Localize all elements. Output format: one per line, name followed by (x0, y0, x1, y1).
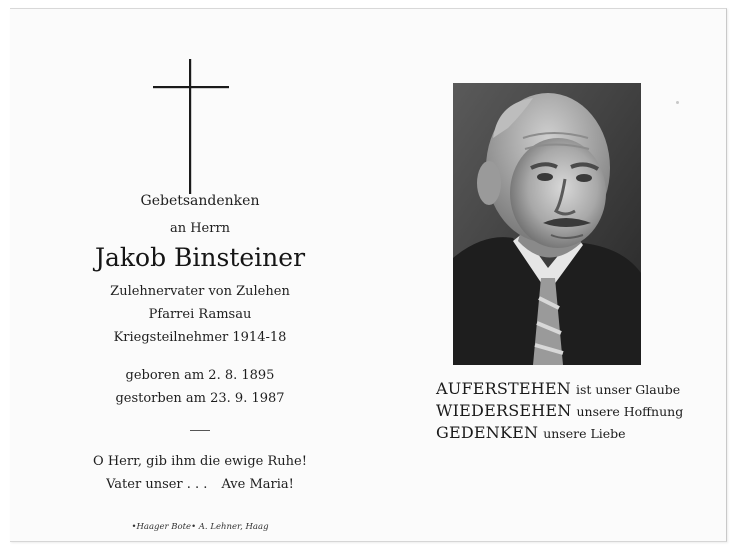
motto-keyword: AUFERSTEHEN (436, 379, 572, 398)
prayer-line: O Herr, gib ihm die ewige Ruhe! (93, 454, 307, 469)
prayer-vater-unser: Vater unser . . . (106, 477, 208, 492)
motto-phrase: ist unser Glaube (576, 382, 681, 397)
card-heading: Gebetsandenken (140, 193, 260, 209)
motto-phrase: unsere Liebe (543, 426, 626, 441)
motto-line-2 (436, 401, 683, 420)
motto-keyword: WIEDERSEHEN (436, 401, 572, 420)
cross-icon (153, 59, 229, 194)
portrait-photo (453, 83, 641, 365)
prayer-line-2 (10, 477, 390, 492)
paper-speck (676, 101, 679, 104)
motto-line-3 (436, 423, 626, 442)
deceased-name: Jakob Binsteiner (94, 243, 306, 272)
divider (190, 430, 210, 431)
prayer-ave-maria: Ave Maria! (221, 477, 294, 492)
memorial-card (10, 8, 727, 542)
war-service-line: Kriegsteilnehmer 1914-18 (113, 330, 287, 345)
birth-date: geboren am 2. 8. 1895 (125, 368, 275, 383)
role-line: Zulehnervater von Zulehen (110, 284, 290, 299)
motto-line-1 (436, 379, 680, 398)
death-date: gestorben am 23. 9. 1987 (115, 391, 285, 406)
motto-keyword: GEDENKEN (436, 423, 539, 442)
addressee-line: an Herrn (169, 221, 231, 236)
left-panel (10, 9, 390, 541)
motto-phrase: unsere Hoffnung (576, 404, 684, 419)
parish-line: Pfarrei Ramsau (148, 307, 252, 322)
printer-credit: •Haager Bote• A. Lehner, Haag (131, 522, 269, 532)
